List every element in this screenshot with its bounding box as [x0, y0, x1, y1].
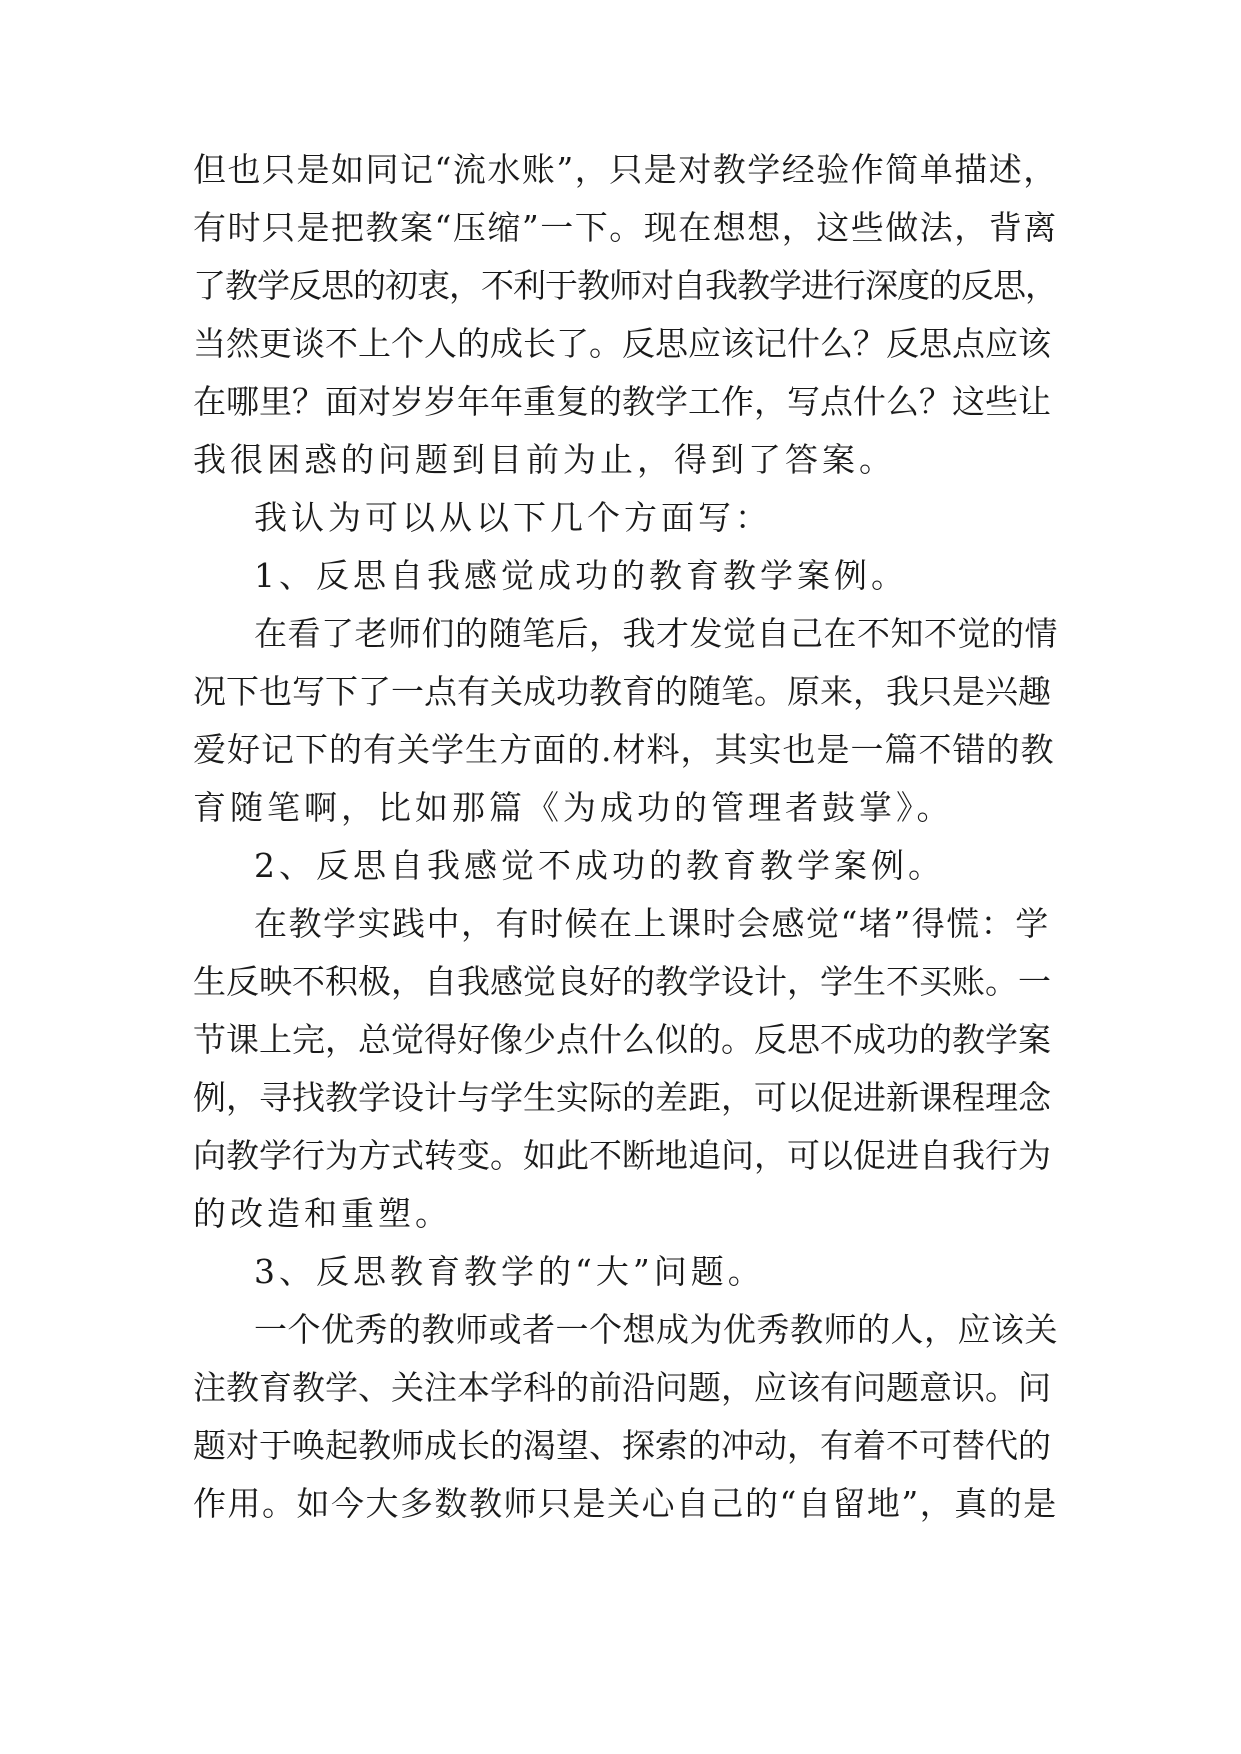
text-line: 生反映不积极，自我感觉良好的教学设计，学生不买账。一	[193, 962, 1051, 1001]
text-line: 题对于唤起教师成长的渴望、探索的冲动，有着不可替代的	[193, 1426, 1051, 1465]
text-line: 了教学反思的初衷，不利于教师对自我教学进行深度的反思，	[193, 266, 1057, 305]
text-line: 的改造和重塑。	[193, 1194, 452, 1233]
text-line: 注教育教学、关注本学科的前沿问题，应该有问题意识。问	[193, 1368, 1051, 1407]
text-line: 我很困惑的问题到目前为止，得到了答案。	[193, 440, 896, 479]
text-line: 作用。如今大多数教师只是关心自己的“自留地”，真的是	[193, 1484, 1058, 1523]
text-line: 在哪里？面对岁岁年年重复的教学工作，写点什么？这些让	[193, 382, 1051, 421]
text-line: 节课上完，总觉得好像少点什么似的。反思不成功的教学案	[193, 1020, 1051, 1059]
text-line: 我认为可以从以下几个方面写：	[254, 498, 772, 537]
list-item-heading: 1、反思自我感觉成功的教育教学案例。	[254, 556, 908, 595]
text-line: 爱好记下的有关学生方面的.材料，其实也是一篇不错的教	[193, 730, 1055, 769]
text-line: 在教学实践中，有时候在上课时会感觉“堵”得慌：学	[254, 904, 1050, 943]
text-line: 例，寻找教学设计与学生实际的差距，可以促进新课程理念	[193, 1078, 1051, 1117]
text-line: 在看了老师们的随笔后，我才发觉自己在不知不觉的情	[254, 614, 1058, 653]
text-line: 有时只是把教案“压缩”一下。现在想想，这些做法，背离	[193, 208, 1058, 247]
text-line: 况下也写下了一点有关成功教育的随笔。原来，我只是兴趣	[193, 672, 1051, 711]
list-item-heading: 2、反思自我感觉不成功的教育教学案例。	[254, 846, 945, 885]
text-line: 育随笔啊，比如那篇《为成功的管理者鼓掌》。	[193, 788, 954, 827]
text-line: 当然更谈不上个人的成长了。反思应该记什么？反思点应该	[193, 324, 1051, 363]
text-line: 向教学行为方式转变。如此不断地追问，可以促进自我行为	[193, 1136, 1051, 1175]
text-line: 但也只是如同记“流水账”，只是对教学经验作简单描述，	[193, 150, 1058, 189]
list-item-heading: 3、反思教育教学的“大”问题。	[254, 1252, 765, 1291]
text-line: 一个优秀的教师或者一个想成为优秀教师的人，应该关	[254, 1310, 1058, 1349]
